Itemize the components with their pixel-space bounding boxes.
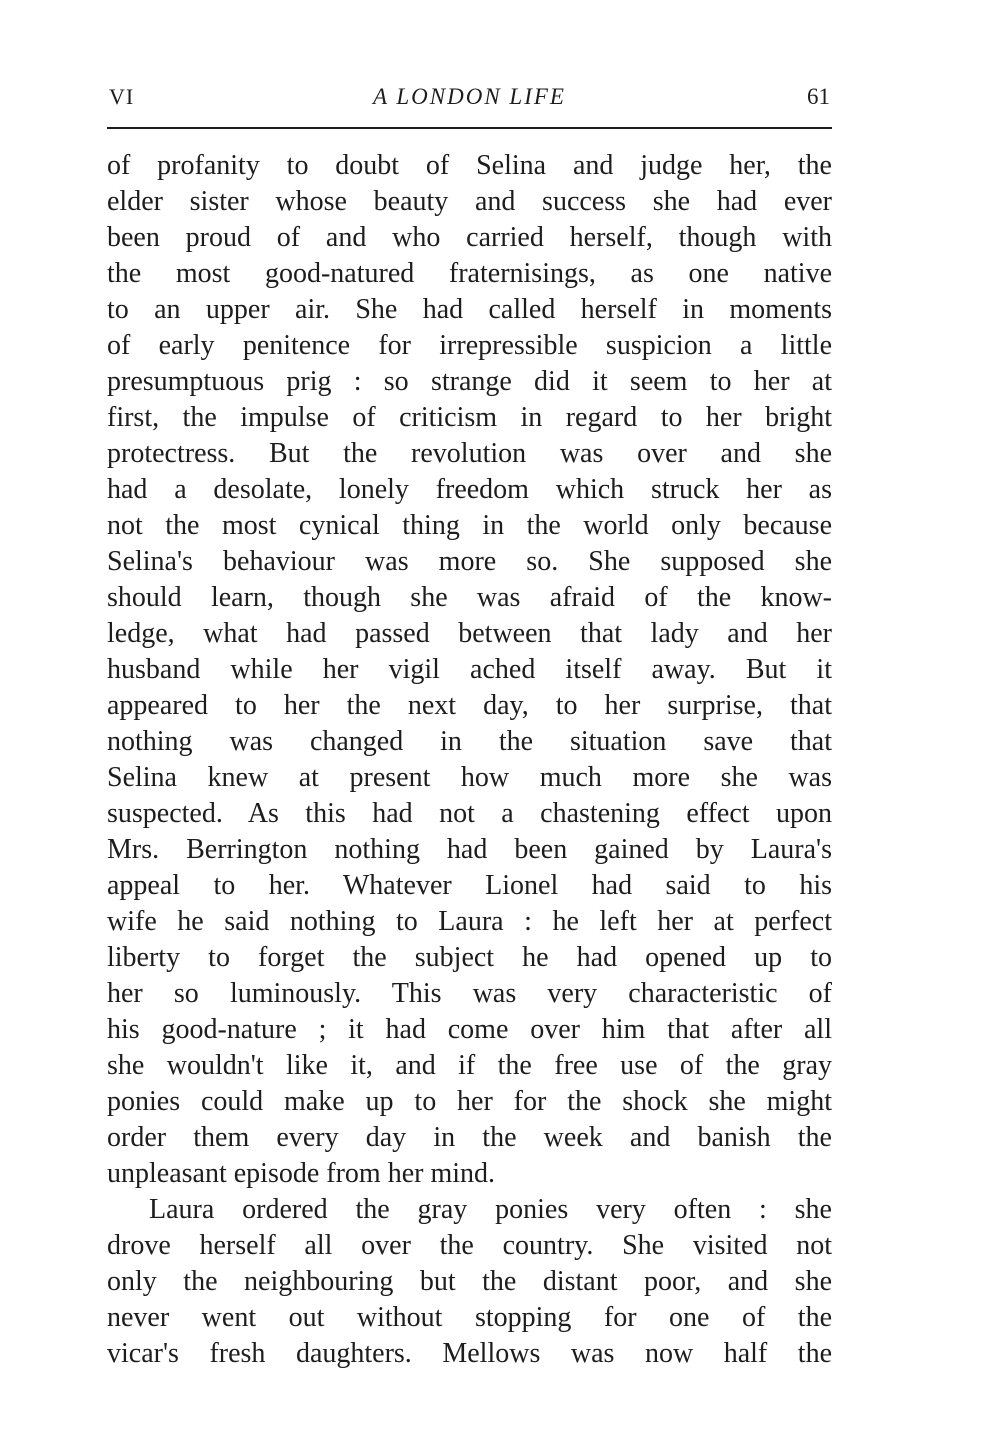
text-line: Mrs. Berrington nothing had been gained by Laura's [107, 834, 832, 865]
text-line: his good-nature ; it had come over him that after all [107, 1014, 832, 1045]
text-line: her so luminously. This was very characteristic of [107, 978, 832, 1009]
paragraph-1 [107, 148, 832, 1192]
text-line: should learn, though she was afraid of the know- [107, 582, 832, 613]
text-line: of profanity to doubt of Selina and judge her, the [107, 150, 832, 181]
paragraph-2 [107, 1192, 832, 1372]
text-line: unpleasant episode from her mind. [107, 1158, 496, 1189]
text-line: liberty to forget the subject he had opened up to [107, 942, 832, 973]
text-line: elder sister whose beauty and success she had ever [107, 186, 832, 217]
text-line: to an upper air. She had called herself in moments [107, 294, 832, 325]
text-line: Selina knew at present how much more she was [107, 762, 832, 793]
body-text [107, 148, 832, 1372]
text-line: ledge, what had passed between that lady and her [107, 618, 832, 649]
text-line: drove herself all over the country. She visited not [107, 1230, 832, 1261]
header-rule [107, 127, 832, 129]
text-line: only the neighbouring but the distant poor, and she [107, 1266, 832, 1297]
book-title: A LONDON LIFE [373, 84, 566, 109]
text-line: wife he said nothing to Laura : he left her at perfect [107, 906, 832, 937]
text-line: ponies could make up to her for the shock she might [107, 1086, 832, 1117]
text-line: been proud of and who carried herself, though with [107, 222, 832, 253]
text-line: vicar's fresh daughters. Mellows was now half the [107, 1338, 832, 1369]
page-number: 61 [807, 84, 830, 109]
text-line: not the most cynical thing in the world only because [107, 510, 832, 541]
text-line: appeal to her. Whatever Lionel had said to his [107, 870, 832, 901]
text-line: husband while her vigil ached itself away. But it [107, 654, 832, 685]
text-line: order them every day in the week and banish the [107, 1122, 832, 1153]
text-line: of early penitence for irrepressible suspicion a little [107, 330, 832, 361]
text-line: had a desolate, lonely freedom which struck her as [107, 474, 832, 505]
running-head [107, 84, 832, 120]
text-line: appeared to her the next day, to her surprise, that [107, 690, 832, 721]
text-line: Selina's behaviour was more so. She supposed she [107, 546, 832, 577]
text-line: first, the impulse of criticism in regard to her bright [107, 402, 832, 433]
text-line: never went out without stopping for one of the [107, 1302, 832, 1333]
text-line: nothing was changed in the situation save that [107, 726, 832, 757]
text-line: suspected. As this had not a chastening effect upon [107, 798, 832, 829]
text-line: protectress. But the revolution was over and she [107, 438, 832, 469]
text-line: she wouldn't like it, and if the free use of the gray [107, 1050, 832, 1081]
text-line: Laura ordered the gray ponies very often : she [149, 1194, 832, 1225]
section-number: VI [109, 84, 135, 109]
text-line: the most good-natured fraternisings, as one native [107, 258, 832, 289]
text-line: presumptuous prig : so strange did it seem to her at [107, 366, 832, 397]
